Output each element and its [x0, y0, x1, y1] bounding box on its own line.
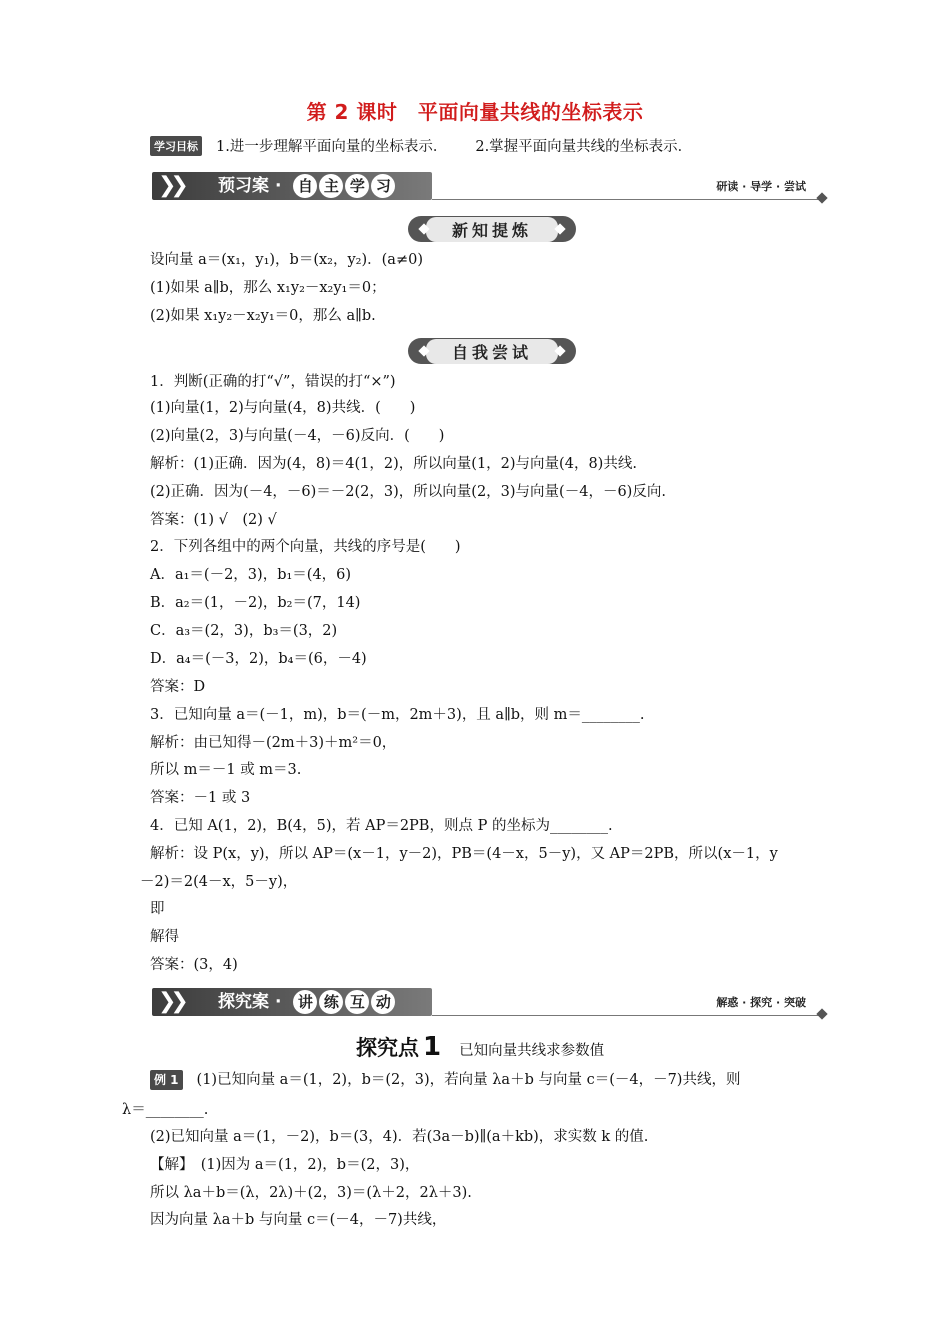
banner-right-text: 解惑 · 探究 · 突破: [716, 996, 806, 1009]
try-line: 解得: [150, 929, 179, 945]
example-line: 所以 λa＋b＝(λ，2λ)＋(2，3)＝(λ＋2，2λ＋3).: [150, 1185, 472, 1201]
try-line: 3．已知向量 a＝(－1，m)，b＝(－m，2m＋3)，且 a∥b，则 m＝________.: [150, 707, 645, 723]
try-line: 即: [150, 901, 165, 917]
banner-preview: [152, 172, 828, 206]
try-line: 解析：由已知得－(2m＋3)＋m²＝0，: [150, 735, 397, 751]
knowledge-line: (2)如果 x₁y₂－x₂y₁＝0，那么 a∥b.: [150, 308, 376, 324]
banner-char: 习: [371, 174, 395, 198]
banner-label-text: 预习案: [218, 176, 269, 196]
section-prefix: 探究点: [356, 1036, 419, 1060]
goal-item-1: 1.进一步理解平面向量的坐标表示．: [216, 139, 448, 155]
banner-rule: [432, 199, 820, 200]
banner-right-text: 研读 · 导学 · 尝试: [716, 180, 806, 193]
banner-char: 学: [345, 174, 369, 198]
try-line: 答案：(3，4): [150, 957, 238, 973]
banner-char: 互: [345, 990, 369, 1014]
banner-char: 动: [371, 990, 395, 1014]
try-line: C．a₃＝(2，3)，b₃＝(3，2): [150, 623, 338, 639]
try-line: 答案：－1 或 3: [150, 790, 251, 806]
try-line: B．a₂＝(1，－2)，b₂＝(7，14): [150, 595, 361, 611]
try-line: 解析：设 P(x，y)，所以 AP＝(x－1，y－2)，PB＝(4－x，5－y)，又 AP＝2PB，所以(x－1，y: [150, 846, 778, 862]
example-line: (2)已知向量 a＝(1，－2)，b＝(3，4)．若(3a－b)∥(a＋kb)，求实数 k 的值.: [150, 1129, 649, 1145]
try-line: 解析：(1)正确．因为(4，8)＝4(1，2)，所以向量(1，2)与向量(4，8)共线.: [150, 456, 637, 472]
example-text: (1)已知向量 a＝(1，2)，b＝(2，3)，若向量 λa＋b 与向量 c＝(－4，－7)共线，则: [196, 1072, 741, 1088]
section-subtitle: 已知向量共线求参数值: [459, 1043, 605, 1059]
banner-label: 预习案 · 自 主 学 习: [218, 172, 395, 200]
goal-item-2: 2.掌握平面向量共线的坐标表示．: [475, 139, 693, 155]
try-line: 答案：D: [150, 679, 206, 695]
banner-char: 主: [319, 174, 343, 198]
banner-label-text: 探究案: [218, 992, 269, 1012]
banner-explore: [152, 988, 828, 1022]
try-line: (2)向量(2，3)与向量(－4，－6)反向．( ): [150, 428, 445, 444]
try-line: 2．下列各组中的两个向量，共线的序号是( ): [150, 539, 461, 555]
page-title: 第 2 课时 平面向量共线的坐标表示: [306, 100, 644, 124]
banner-char: 练: [319, 990, 343, 1014]
pill-label: 自我尝试: [426, 339, 558, 364]
example-line: 【解】 (1)因为 a＝(1，2)，b＝(2，3)，: [150, 1157, 420, 1173]
diamond-icon: [816, 1008, 827, 1019]
example-line: 因为向量 λa＋b 与向量 c＝(－4，－7)共线，: [150, 1212, 447, 1228]
pill-try: [408, 338, 576, 364]
chevron-icon: ❯❯: [158, 173, 183, 198]
try-line: 4．已知 A(1，2)，B(4，5)，若 AP＝2PB，则点 P 的坐标为________.: [150, 818, 613, 834]
example-tag: 例 1: [150, 1070, 183, 1090]
banner-char: 自: [293, 174, 317, 198]
try-line: A．a₁＝(－2，3)，b₁＝(4，6): [150, 567, 352, 583]
knowledge-line: (1)如果 a∥b，那么 x₁y₂－x₂y₁＝0；: [150, 280, 386, 296]
try-line: 1．判断(正确的打“√”，错误的打“×”): [150, 374, 396, 390]
banner-char: 讲: [293, 990, 317, 1014]
goal-tag: 学习目标: [150, 136, 202, 156]
banner-rule: [432, 1015, 820, 1016]
knowledge-line: 设向量 a＝(x₁，y₁)，b＝(x₂，y₂)．(a≠0): [150, 252, 423, 268]
section-heading: [356, 1032, 604, 1062]
try-line: －2)＝2(4－x，5－y)，: [140, 874, 298, 890]
pill-label: 新知提炼: [426, 217, 558, 242]
pill-knowledge: [408, 216, 576, 242]
try-line: 答案：(1) √ (2) √: [150, 512, 277, 528]
learning-goals: [150, 135, 720, 156]
try-line: (2)正确．因为(－4，－6)＝－2(2，3)，所以向量(2，3)与向量(－4，－6)反向.: [150, 484, 666, 500]
example-line: [150, 1070, 740, 1090]
try-line: 所以 m＝－1 或 m＝3.: [150, 762, 302, 778]
try-line: D．a₄＝(－3，2)，b₄＝(6，－4): [150, 651, 367, 667]
section-number: 1: [423, 1032, 442, 1062]
try-line: (1)向量(1，2)与向量(4，8)共线．( ): [150, 400, 416, 416]
banner-label: 探究案 · 讲 练 互 动: [218, 988, 395, 1016]
example-line: λ＝________.: [122, 1102, 209, 1118]
chevron-icon: ❯❯: [158, 989, 183, 1014]
diamond-icon: [816, 192, 827, 203]
